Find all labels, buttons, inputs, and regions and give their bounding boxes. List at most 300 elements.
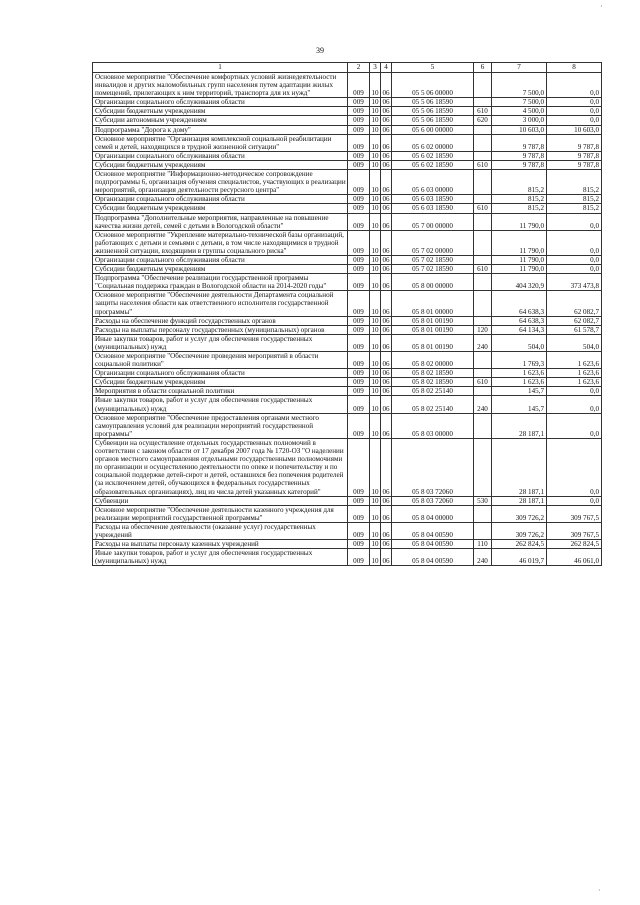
amount-year1-cell: 1 623,6	[492, 378, 547, 387]
amount-year1-cell: 10 603,0	[492, 125, 547, 134]
expense-type-cell: 120	[474, 325, 492, 334]
table-row	[93, 549, 602, 566]
row-name-cell: Основное мероприятие "Обеспечение проведения мероприятий в области социальной политики"	[93, 352, 348, 369]
row-name-cell: Организации социального обслуживания области	[93, 369, 348, 378]
target-article-cell: 05 5 06 18590	[392, 107, 474, 116]
table-row	[93, 230, 602, 255]
amount-year2-cell: 0,0	[547, 438, 602, 496]
section-code-cell: 10	[371, 265, 379, 274]
section-code-cell: 10	[371, 316, 379, 325]
target-article-cell: 05 8 03 00000	[392, 413, 474, 438]
ministry-code-cell: 009	[348, 540, 370, 549]
table-row	[93, 160, 602, 169]
target-article-cell: 05 6 03 00000	[392, 170, 474, 195]
expense-type-cell	[474, 438, 492, 496]
subsection-code-cell: 06	[382, 151, 390, 160]
ministry-code-cell: 009	[348, 505, 370, 522]
expense-type-cell: 610	[474, 160, 492, 169]
target-article-cell: 05 8 04 00590	[392, 540, 474, 549]
bottom-mark: ·	[598, 886, 601, 895]
table-row	[93, 540, 602, 549]
ministry-code-cell: 009	[348, 369, 370, 378]
target-article-cell: 05 8 02 25140	[392, 387, 474, 396]
amount-year1-cell: 9 787,8	[492, 160, 547, 169]
target-article-cell: 05 8 00 00000	[392, 274, 474, 291]
row-name-cell: Субсидии бюджетным учреждениям	[93, 204, 348, 213]
row-name-cell: Основное мероприятие "Обеспечение деятельности казенного учреждения для реализации мероприятий государственной программы"	[93, 505, 348, 522]
target-article-cell: 05 6 02 18590	[392, 160, 474, 169]
expense-type-cell	[474, 369, 492, 378]
target-article-cell: 05 8 02 00000	[392, 352, 474, 369]
amount-year2-cell: 815,2	[547, 170, 602, 195]
table-row	[93, 334, 602, 351]
table-row	[93, 204, 602, 213]
amount-year1-cell: 145,7	[492, 396, 547, 413]
row-name-cell: Расходы на выплаты персоналу государственных (муниципальных) органов	[93, 325, 348, 334]
page-number: 39	[316, 46, 324, 55]
amount-year2-cell: 0,0	[547, 265, 602, 274]
amount-year1-cell: 262 824,5	[492, 540, 547, 549]
expense-type-cell	[474, 125, 492, 134]
table-row	[93, 387, 602, 396]
row-name-cell: Основное мероприятие "Укрепление материально-технической базы организаций, работающих с детьми и семьями с детьми, в том числе находящимися в трудной жизненной ситуации, входящими в группы социального риска"	[93, 230, 348, 255]
amount-year2-cell: 0,0	[547, 73, 602, 98]
table-row	[93, 125, 602, 134]
table-row	[93, 107, 602, 116]
target-article-cell: 05 8 04 00590	[392, 522, 474, 539]
subsection-code-cell: 06	[381, 213, 392, 230]
section-code-cell: 10	[371, 387, 379, 396]
amount-year1-cell: 28 187,1	[492, 496, 547, 505]
subsection-code-cell: 06	[381, 274, 392, 291]
target-article-cell: 05 6 03 18590	[392, 195, 474, 204]
section-code-cell: 10	[371, 255, 379, 264]
table-row	[93, 255, 602, 264]
row-name-cell: Иные закупки товаров, работ и услуг для обеспечения государственных (муниципальных) нужд	[93, 334, 348, 351]
subsection-code-cell: 06	[381, 505, 392, 522]
amount-year1-cell: 11 790,0	[492, 230, 547, 255]
amount-year2-cell: 815,2	[547, 195, 602, 204]
section-code-cell: 10	[370, 522, 381, 539]
amount-year1-cell: 309 726,2	[492, 505, 547, 522]
target-article-cell: 05 8 01 00000	[392, 291, 474, 316]
amount-year2-cell: 1 623,6	[547, 378, 602, 387]
section-code-cell: 10	[371, 369, 379, 378]
ministry-code-cell: 009	[348, 387, 370, 396]
subsection-code-cell: 06	[382, 116, 390, 125]
ministry-code-cell: 009	[348, 160, 370, 169]
subsection-code-cell: 06	[382, 496, 390, 505]
row-name-cell: Расходы на обеспечение деятельности (оказание услуг) государственных учреждений	[93, 522, 348, 539]
row-name-cell: Основное мероприятие "Организация комплексной социальной реабилитации семей и детей, находящихся в трудной жизненной ситуации"	[93, 134, 348, 151]
section-code-cell: 10	[370, 134, 381, 151]
expense-type-cell: 620	[474, 116, 492, 125]
target-article-cell: 05 6 02 00000	[392, 134, 474, 151]
subsection-code-cell: 06	[382, 204, 390, 213]
row-name-cell: Иные закупки товаров, работ и услуг для обеспечения государственных (муниципальных) нужд	[93, 549, 348, 566]
amount-year2-cell: 815,2	[547, 204, 602, 213]
section-code-cell: 10	[371, 496, 379, 505]
row-name-cell: Подпрограмма "Дополнительные мероприятия, направленные на повышение качества жизни детей, семей с детьми в Вологодской области"	[93, 213, 348, 230]
budget-table	[92, 62, 602, 566]
header-cell: 3	[370, 63, 381, 73]
target-article-cell: 05 8 02 25140	[392, 396, 474, 413]
table-row	[93, 396, 602, 413]
section-code-cell: 10	[371, 107, 379, 116]
amount-year2-cell: 0,0	[547, 213, 602, 230]
amount-year1-cell: 9 787,8	[492, 134, 547, 151]
amount-year2-cell: 61 578,7	[547, 325, 602, 334]
ministry-code-cell: 009	[348, 274, 370, 291]
amount-year1-cell: 11 790,0	[492, 255, 547, 264]
target-article-cell: 05 8 02 18590	[392, 378, 474, 387]
amount-year2-cell: 0,0	[547, 387, 602, 396]
target-article-cell: 05 5 06 18590	[392, 98, 474, 107]
subsection-code-cell: 06	[382, 378, 390, 387]
section-code-cell: 10	[370, 274, 381, 291]
expense-type-cell	[474, 413, 492, 438]
section-code-cell: 10	[371, 125, 379, 134]
amount-year2-cell: 1 623,6	[547, 352, 602, 369]
expense-type-cell	[474, 195, 492, 204]
subsection-code-cell: 06	[382, 540, 390, 549]
subsection-code-cell: 06	[382, 125, 390, 134]
amount-year2-cell: 1 623,6	[547, 369, 602, 378]
amount-year1-cell: 4 500,0	[492, 107, 547, 116]
subsection-code-cell: 06	[381, 438, 392, 496]
target-article-cell: 05 6 03 18590	[392, 204, 474, 213]
subsection-code-cell: 06	[382, 160, 390, 169]
subsection-code-cell: 06	[382, 98, 390, 107]
subsection-code-cell: 06	[382, 316, 390, 325]
target-article-cell: 05 8 04 00590	[392, 549, 474, 566]
expense-type-cell: 610	[474, 204, 492, 213]
ministry-code-cell: 009	[348, 378, 370, 387]
amount-year2-cell: 62 082,7	[547, 291, 602, 316]
amount-year2-cell: 0,0	[547, 107, 602, 116]
row-name-cell: Подпрограмма "Обеспечение реализации государственной программы "Социальная поддержка граждан в Вологодской области на 2014-2020 годы"	[93, 274, 348, 291]
amount-year2-cell: 0,0	[547, 98, 602, 107]
table-row	[93, 134, 602, 151]
subsection-code-cell: 06	[382, 107, 390, 116]
ministry-code-cell: 009	[348, 73, 370, 98]
table-row	[93, 369, 602, 378]
row-name-cell: Организации социального обслуживания области	[93, 255, 348, 264]
table-row	[93, 522, 602, 539]
table-row	[93, 73, 602, 98]
subsection-code-cell: 06	[382, 255, 390, 264]
expense-type-cell	[474, 98, 492, 107]
amount-year2-cell: 9 787,8	[547, 151, 602, 160]
amount-year1-cell: 404 320,9	[492, 274, 547, 291]
ministry-code-cell: 009	[348, 291, 370, 316]
target-article-cell: 05 8 01 00190	[392, 316, 474, 325]
amount-year2-cell: 0,0	[547, 255, 602, 264]
ministry-code-cell: 009	[348, 316, 370, 325]
ministry-code-cell: 009	[348, 98, 370, 107]
table-body	[93, 73, 602, 566]
section-code-cell: 10	[370, 213, 381, 230]
amount-year1-cell: 3 000,0	[492, 116, 547, 125]
table-row	[93, 325, 602, 334]
subsection-code-cell: 06	[381, 352, 392, 369]
expense-type-cell	[474, 522, 492, 539]
subsection-code-cell: 06	[382, 265, 390, 274]
section-code-cell: 10	[370, 291, 381, 316]
amount-year2-cell: 309 767,5	[547, 505, 602, 522]
subsection-code-cell: 06	[381, 134, 392, 151]
row-name-cell: Организации социального обслуживания области	[93, 98, 348, 107]
subsection-code-cell: 06	[381, 522, 392, 539]
expense-type-cell	[474, 213, 492, 230]
ministry-code-cell: 009	[348, 170, 370, 195]
table-header-row	[93, 63, 602, 73]
row-name-cell: Субсидии бюджетным учреждениям	[93, 160, 348, 169]
target-article-cell: 05 8 04 00000	[392, 505, 474, 522]
table-row	[93, 352, 602, 369]
amount-year1-cell: 28 187,1	[492, 413, 547, 438]
table-row	[93, 274, 602, 291]
table-row	[93, 151, 602, 160]
subsection-code-cell: 06	[382, 369, 390, 378]
ministry-code-cell: 009	[348, 352, 370, 369]
ministry-code-cell: 009	[348, 265, 370, 274]
row-name-cell: Основное мероприятие "Информационно-методическое сопровождение подпрограммы 6, организация обучения специалистов, участвующих в реализации мероприятий, организация деятельности ресурсного центра"	[93, 170, 348, 195]
ministry-code-cell: 009	[348, 213, 370, 230]
amount-year1-cell: 815,2	[492, 204, 547, 213]
corner-mark: ·	[600, 2, 603, 11]
expense-type-cell	[474, 387, 492, 396]
target-article-cell: 05 7 02 00000	[392, 230, 474, 255]
expense-type-cell: 610	[474, 378, 492, 387]
section-code-cell: 10	[371, 378, 379, 387]
subsection-code-cell: 06	[381, 334, 392, 351]
row-name-cell: Субсидии автономным учреждениям	[93, 116, 348, 125]
amount-year2-cell: 46 061,0	[547, 549, 602, 566]
expense-type-cell	[474, 151, 492, 160]
ministry-code-cell: 009	[348, 134, 370, 151]
target-article-cell: 05 8 03 72060	[392, 496, 474, 505]
ministry-code-cell: 009	[348, 107, 370, 116]
amount-year2-cell: 9 787,8	[547, 134, 602, 151]
target-article-cell: 05 8 01 00190	[392, 334, 474, 351]
expense-type-cell: 110	[474, 540, 492, 549]
expense-type-cell	[474, 352, 492, 369]
row-name-cell: Основное мероприятие "Обеспечение комфортных условий жизнедеятельности инвалидов и других маломобильных групп населения путем адаптации жилых помещений, прилегающих к ним территорий, транспорта для их нужд"	[93, 73, 348, 98]
amount-year2-cell: 0,0	[547, 396, 602, 413]
amount-year1-cell: 504,0	[492, 334, 547, 351]
target-article-cell: 05 6 02 18590	[392, 151, 474, 160]
table-row	[93, 496, 602, 505]
amount-year2-cell: 10 603,0	[547, 125, 602, 134]
section-code-cell: 10	[370, 505, 381, 522]
expense-type-cell	[474, 316, 492, 325]
subsection-code-cell: 06	[381, 413, 392, 438]
table-row	[93, 213, 602, 230]
header-cell: 6	[474, 63, 492, 73]
section-code-cell: 10	[370, 438, 381, 496]
amount-year2-cell: 373 473,8	[547, 274, 602, 291]
section-code-cell: 10	[370, 170, 381, 195]
row-name-cell: Иные закупки товаров, работ и услуг для обеспечения государственных (муниципальных) нужд	[93, 396, 348, 413]
expense-type-cell: 530	[474, 496, 492, 505]
ministry-code-cell: 009	[348, 334, 370, 351]
expense-type-cell	[474, 230, 492, 255]
subsection-code-cell: 06	[381, 73, 392, 98]
target-article-cell: 05 5 06 18590	[392, 116, 474, 125]
row-name-cell: Организации социального обслуживания области	[93, 195, 348, 204]
section-code-cell: 10	[371, 116, 379, 125]
row-name-cell: Субсидии бюджетным учреждениям	[93, 378, 348, 387]
target-article-cell: 05 5 06 00000	[392, 73, 474, 98]
amount-year1-cell: 11 790,0	[492, 265, 547, 274]
expense-type-cell	[474, 134, 492, 151]
target-article-cell: 05 7 02 18590	[392, 255, 474, 264]
amount-year2-cell: 309 767,5	[547, 522, 602, 539]
table-row	[93, 291, 602, 316]
target-article-cell: 05 8 02 18590	[392, 369, 474, 378]
expense-type-cell	[474, 505, 492, 522]
ministry-code-cell: 009	[348, 522, 370, 539]
subsection-code-cell: 06	[381, 291, 392, 316]
amount-year1-cell: 145,7	[492, 387, 547, 396]
amount-year2-cell: 0,0	[547, 496, 602, 505]
section-code-cell: 10	[371, 151, 379, 160]
section-code-cell: 10	[371, 98, 379, 107]
ministry-code-cell: 009	[348, 438, 370, 496]
amount-year1-cell: 1 623,6	[492, 369, 547, 378]
header-cell: 2	[348, 63, 370, 73]
expense-type-cell	[474, 255, 492, 264]
row-name-cell: Основное мероприятие "Обеспечение предоставления органами местного самоуправления условий для реализации мероприятий государственной программы"	[93, 413, 348, 438]
row-name-cell: Подпрограмма "Дорога к дому"	[93, 125, 348, 134]
row-name-cell: Основное мероприятие "Обеспечение деятельности Департамента социальной защиты населения области как ответственного исполнителя государственной программы"	[93, 291, 348, 316]
header-cell: 4	[381, 63, 392, 73]
row-name-cell: Субвенции на осуществление отдельных государственных полномочий в соответствии с законом области от 17 декабря 2007 года № 1720-ОЗ "О наделении органов местного самоуправления отдельными государственными полномочиями по организации и осуществлению деятельности по опеке и попечительству и по социальной поддержке детей-сирот и детей, оставшихся без попечения родителей (за исключением детей, обучающихся в федеральных государственных образовательных организациях), лиц из числа детей указанных категорий"	[93, 438, 348, 496]
amount-year1-cell: 46 019,7	[492, 549, 547, 566]
header-cell: 8	[547, 63, 602, 73]
ministry-code-cell: 009	[348, 204, 370, 213]
table-row	[93, 316, 602, 325]
row-name-cell: Субсидии бюджетным учреждениям	[93, 107, 348, 116]
table-row	[93, 265, 602, 274]
header-cell: 5	[392, 63, 474, 73]
table-row	[93, 378, 602, 387]
table-row	[93, 505, 602, 522]
subsection-code-cell: 06	[382, 195, 390, 204]
row-name-cell: Субсидии бюджетным учреждениям	[93, 265, 348, 274]
row-name-cell: Расходы на обеспечение функций государственных органов	[93, 316, 348, 325]
section-code-cell: 10	[371, 195, 379, 204]
ministry-code-cell: 009	[348, 255, 370, 264]
amount-year1-cell: 7 500,0	[492, 73, 547, 98]
header-cell: 1	[93, 63, 348, 73]
amount-year1-cell: 1 769,3	[492, 352, 547, 369]
section-code-cell: 10	[370, 396, 381, 413]
amount-year1-cell: 64 638,3	[492, 316, 547, 325]
section-code-cell: 10	[370, 413, 381, 438]
amount-year1-cell: 9 787,8	[492, 151, 547, 160]
amount-year1-cell: 7 500,0	[492, 98, 547, 107]
expense-type-cell	[474, 170, 492, 195]
target-article-cell: 05 7 00 00000	[392, 213, 474, 230]
amount-year1-cell: 815,2	[492, 170, 547, 195]
expense-type-cell	[474, 291, 492, 316]
ministry-code-cell: 009	[348, 413, 370, 438]
amount-year1-cell: 815,2	[492, 195, 547, 204]
expense-type-cell	[474, 73, 492, 98]
amount-year2-cell: 0,0	[547, 230, 602, 255]
subsection-code-cell: 06	[381, 170, 392, 195]
table-row	[93, 413, 602, 438]
section-code-cell: 10	[370, 352, 381, 369]
ministry-code-cell: 009	[348, 230, 370, 255]
section-code-cell: 10	[370, 73, 381, 98]
amount-year1-cell: 28 187,1	[492, 438, 547, 496]
table-row	[93, 98, 602, 107]
ministry-code-cell: 009	[348, 125, 370, 134]
subsection-code-cell: 06	[381, 396, 392, 413]
ministry-code-cell: 009	[348, 116, 370, 125]
expense-type-cell: 610	[474, 265, 492, 274]
amount-year2-cell: 9 787,8	[547, 160, 602, 169]
amount-year1-cell: 64 134,3	[492, 325, 547, 334]
expense-type-cell: 610	[474, 107, 492, 116]
ministry-code-cell: 009	[348, 496, 370, 505]
subsection-code-cell: 06	[381, 549, 392, 566]
expense-type-cell	[474, 274, 492, 291]
amount-year1-cell: 11 790,0	[492, 213, 547, 230]
ministry-code-cell: 009	[348, 195, 370, 204]
table-row	[93, 116, 602, 125]
section-code-cell: 10	[371, 160, 379, 169]
amount-year1-cell: 64 638,3	[492, 291, 547, 316]
amount-year2-cell: 262 824,5	[547, 540, 602, 549]
section-code-cell: 10	[371, 540, 379, 549]
section-code-cell: 10	[371, 204, 379, 213]
section-code-cell: 10	[370, 549, 381, 566]
amount-year2-cell: 0,0	[547, 413, 602, 438]
section-code-cell: 10	[370, 230, 381, 255]
amount-year2-cell: 504,0	[547, 334, 602, 351]
ministry-code-cell: 009	[348, 396, 370, 413]
target-article-cell: 05 6 00 00000	[392, 125, 474, 134]
expense-type-cell: 240	[474, 396, 492, 413]
amount-year1-cell: 309 726,2	[492, 522, 547, 539]
ministry-code-cell: 009	[348, 549, 370, 566]
ministry-code-cell: 009	[348, 151, 370, 160]
table-row	[93, 195, 602, 204]
amount-year2-cell: 62 082,7	[547, 316, 602, 325]
target-article-cell: 05 8 01 00190	[392, 325, 474, 334]
header-cell: 7	[492, 63, 547, 73]
target-article-cell: 05 7 02 18590	[392, 265, 474, 274]
row-name-cell: Мероприятия в области социальной политики	[93, 387, 348, 396]
subsection-code-cell: 06	[381, 230, 392, 255]
expense-type-cell: 240	[474, 549, 492, 566]
section-code-cell: 10	[371, 325, 379, 334]
section-code-cell: 10	[370, 334, 381, 351]
target-article-cell: 05 8 03 72060	[392, 438, 474, 496]
table-row	[93, 170, 602, 195]
subsection-code-cell: 06	[382, 387, 390, 396]
subsection-code-cell: 06	[382, 325, 390, 334]
amount-year2-cell: 0,0	[547, 116, 602, 125]
row-name-cell: Организации социального обслуживания области	[93, 151, 348, 160]
row-name-cell: Расходы на выплаты персоналу казенных учреждений	[93, 540, 348, 549]
expense-type-cell: 240	[474, 334, 492, 351]
table-row	[93, 438, 602, 496]
